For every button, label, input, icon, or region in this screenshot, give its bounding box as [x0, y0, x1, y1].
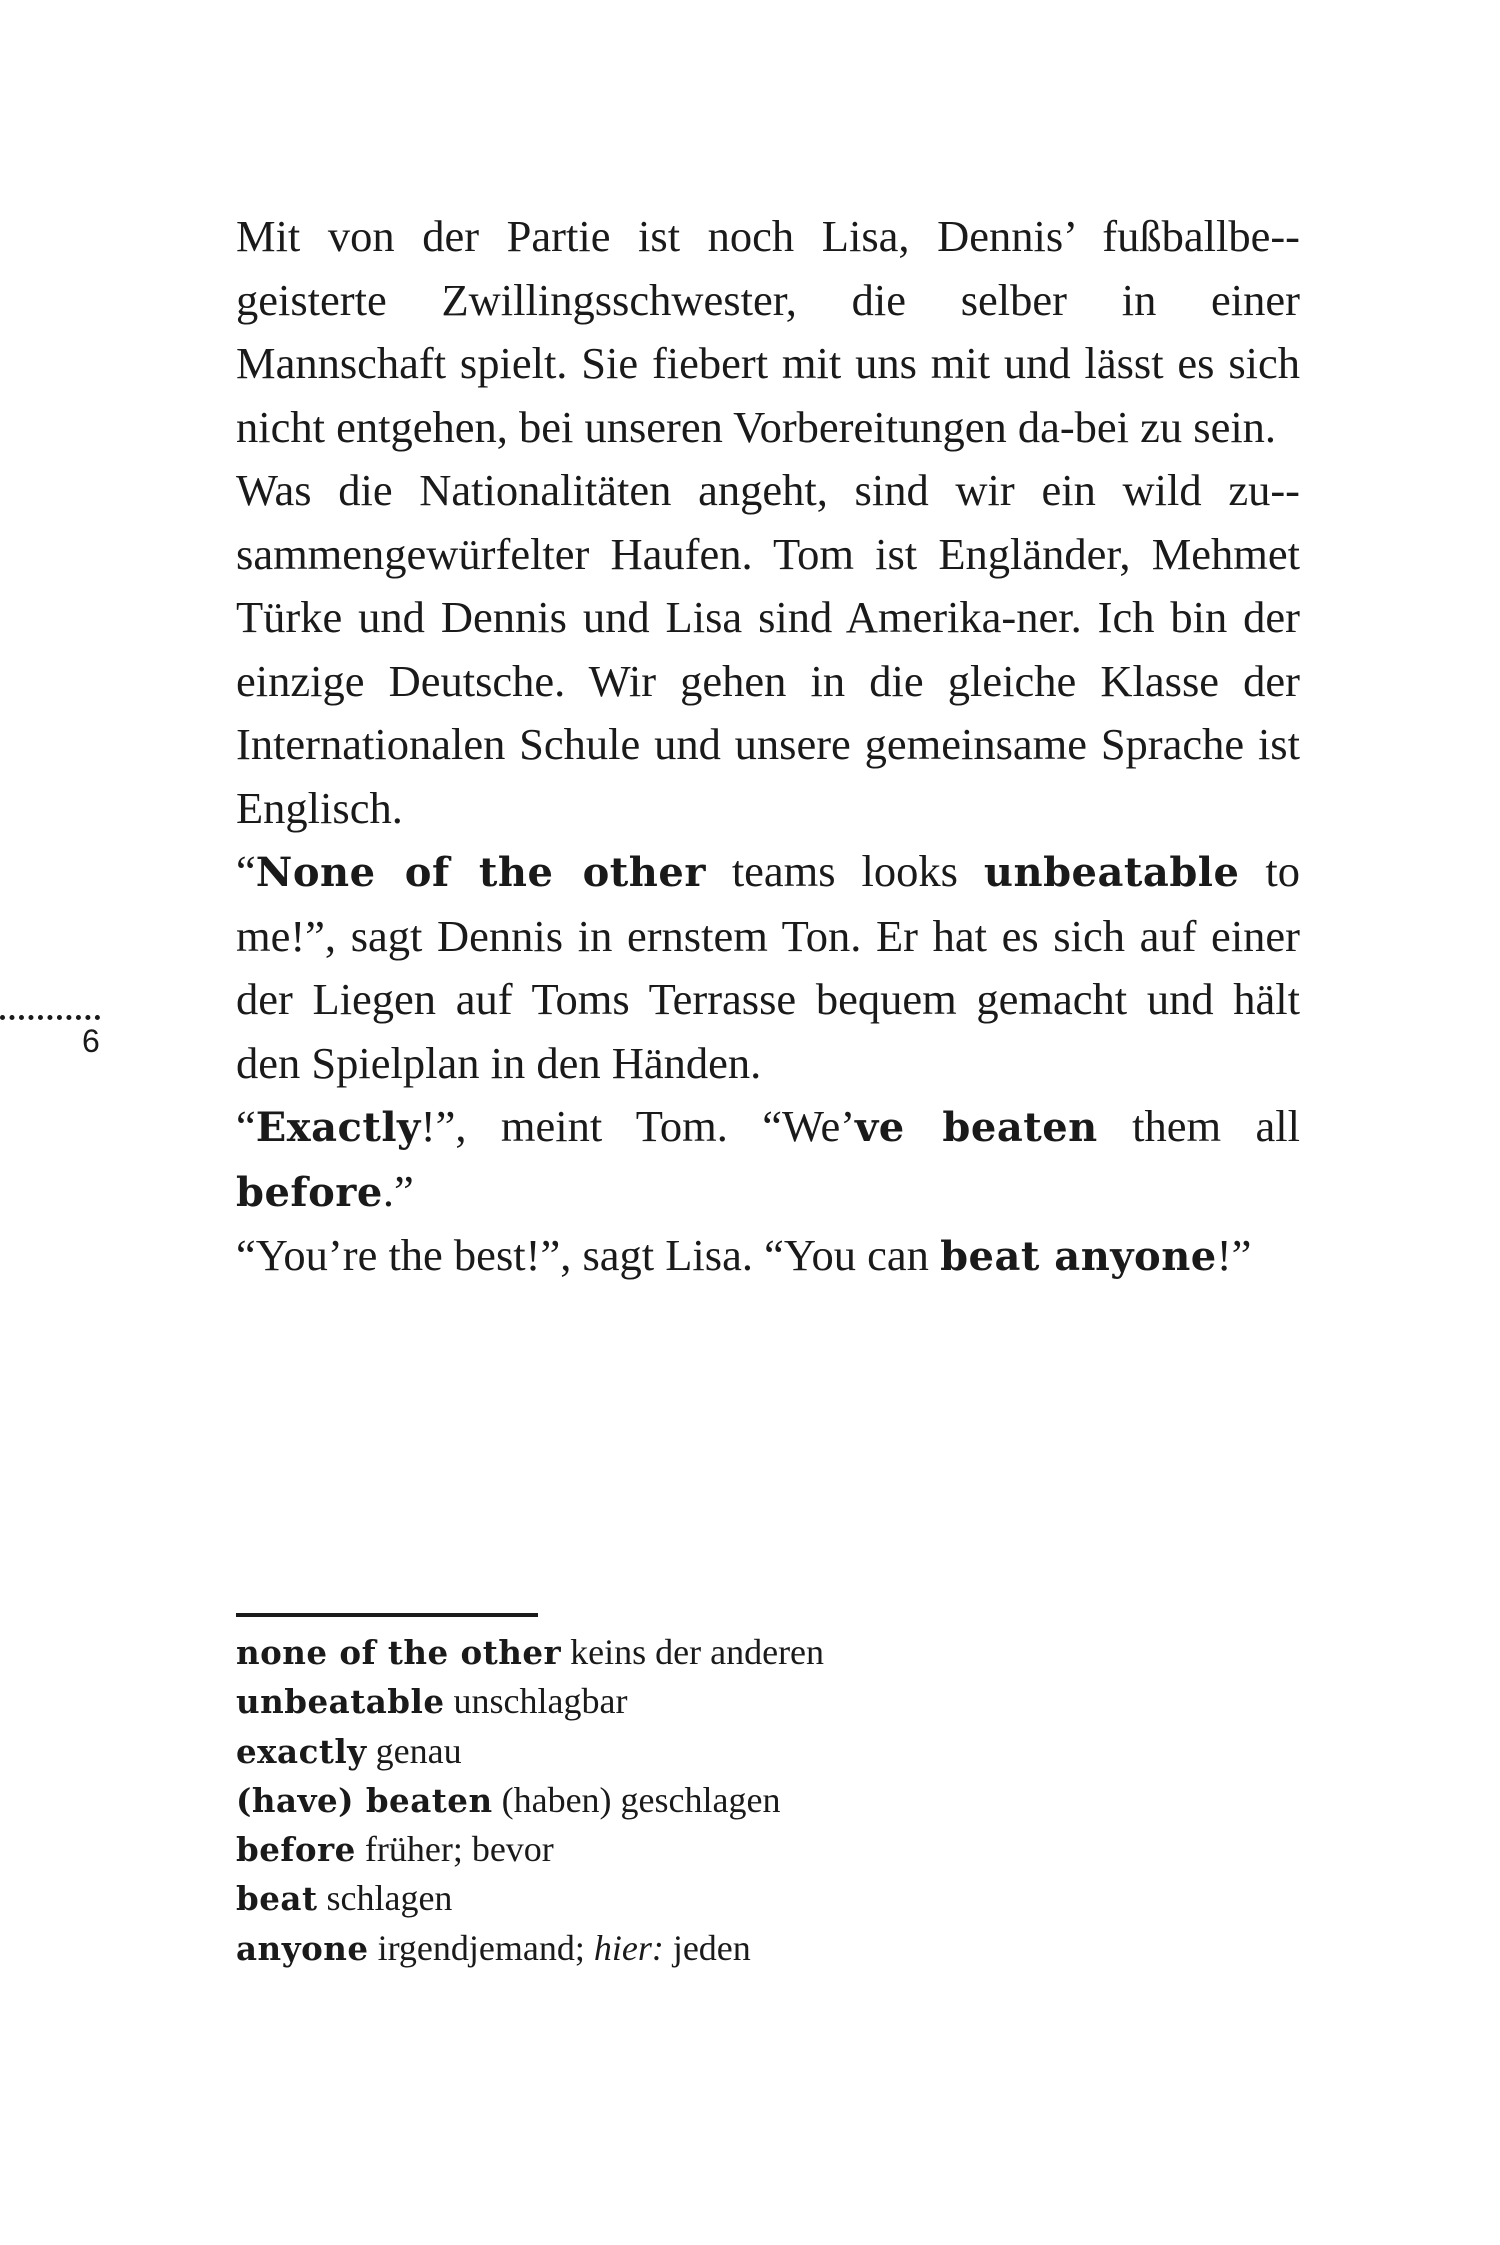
vocab-highlight: Exactly: [255, 1104, 421, 1151]
glossary-entry: [236, 1874, 1136, 1923]
glossary-translation: (haben) geschlagen: [501, 1779, 781, 1820]
glossary-translation: genau: [375, 1730, 462, 1771]
text-segment: teams looks: [705, 846, 984, 896]
glossary-term: none of the other: [236, 1633, 562, 1672]
glossary-entry: [236, 1924, 1136, 1973]
paragraph: [236, 840, 1300, 1095]
paragraph: [236, 459, 1300, 840]
page-number: 6: [82, 1023, 100, 1059]
footnote-divider: [236, 1613, 538, 1617]
glossary-translation: unschlagbar: [453, 1681, 628, 1722]
glossary-entry: [236, 1825, 1136, 1874]
text-segment: Mit von der Partie ist noch Lisa, Dennis’ fußballbe-geisterte Zwillingsschwester, die selber in einer Mannschaft spielt. Sie fiebert mit uns mit und lässt es sich nicht entgehen, bei unseren Vorbereitungen da-bei zu sein.: [236, 211, 1300, 452]
text-segment: !”: [1216, 1230, 1252, 1280]
glossary-entry: [236, 1628, 1136, 1677]
glossary-translation: früher; bevor: [364, 1829, 554, 1870]
text-segment: “: [236, 846, 256, 896]
glossary-entry: [236, 1776, 1136, 1825]
vocab-highlight: before: [236, 1168, 383, 1216]
text-segment: them all: [1097, 1101, 1300, 1151]
paragraph: [236, 205, 1300, 459]
vocab-highlight: unbeatable: [983, 849, 1240, 896]
glossary-entry: [236, 1677, 1136, 1726]
vocab-highlight: ve beaten: [855, 1104, 1098, 1151]
glossary-term: beat: [236, 1879, 318, 1919]
glossary-term: (have) beaten: [236, 1780, 493, 1820]
vocab-highlight: beat anyone: [940, 1233, 1217, 1280]
glossary-term: exactly: [236, 1731, 367, 1771]
glossary-note: hier:: [593, 1927, 664, 1968]
page-dots-divider: [0, 1015, 100, 1020]
glossary-term: before: [236, 1830, 356, 1870]
text-segment: “You’re the best!”, sagt Lisa. “You can: [236, 1230, 941, 1280]
vocab-highlight: None of the other: [255, 849, 706, 896]
page-marker: [0, 1015, 100, 1059]
paragraph: [236, 1095, 1300, 1224]
glossary-translation: schlagen: [326, 1878, 453, 1919]
glossary-entry: [236, 1727, 1136, 1776]
text-segment: “: [236, 1101, 256, 1151]
text-segment: Was die Nationalitäten angeht, sind wir ein wild zu-sammengewürfelter Haufen. Tom ist Engländer, Mehmet Türke und Dennis und Lisa sind Amerika-ner. Ich bin der einzige Deutsche. Wir gehen in die gleiche Klasse der Internationalen Schule und unsere gemeinsame Sprache ist Englisch.: [236, 465, 1300, 833]
text-segment: to me!”, sagt Dennis in ernstem Ton. Er hat es sich auf einer der Liegen auf Toms Terrasse bequem gemacht und hält den Spielplan in den Händen.: [236, 846, 1300, 1088]
text-segment: .”: [382, 1165, 414, 1216]
vocabulary-glossary: [236, 1628, 1136, 1973]
glossary-term: unbeatable: [236, 1682, 445, 1722]
glossary-term: anyone: [236, 1928, 369, 1968]
glossary-translation: irgendjemand;: [377, 1927, 585, 1968]
glossary-translation-extra: jeden: [672, 1927, 751, 1968]
glossary-translation: keins der anderen: [570, 1632, 825, 1672]
text-segment: !”, meint Tom. “We’: [420, 1101, 856, 1151]
story-text: [236, 205, 1300, 1289]
paragraph: [236, 1224, 1300, 1289]
